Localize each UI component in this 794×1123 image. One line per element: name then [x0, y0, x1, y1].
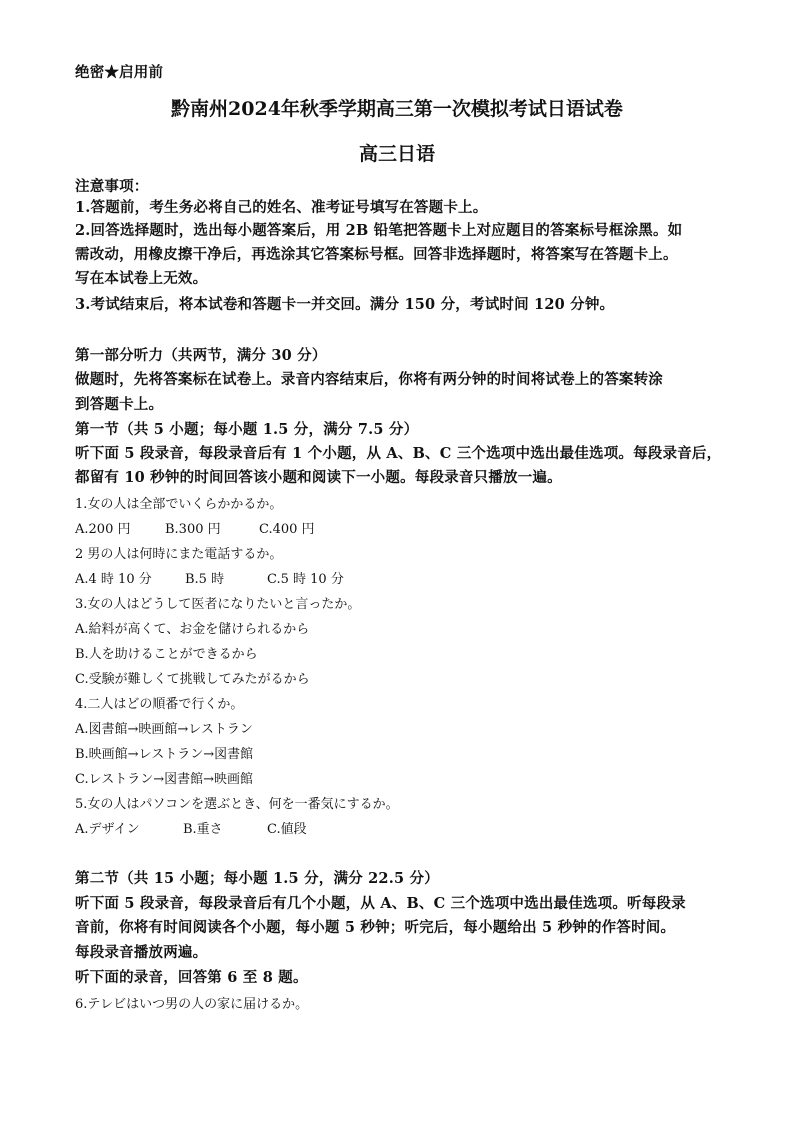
question-2-options	[75, 573, 344, 586]
section1-intro-line-1: 听下面 5 段录音，每段录音后有 1 个小题，从 A、B、C 三个选项中选出最佳选项。每段录音后，	[75, 445, 722, 462]
question-3-option-c: C.受験が難しくて挑戦してみたがるから	[75, 672, 310, 687]
question-4: 4.二人はどの順番で行くか。	[75, 697, 244, 712]
option-a: A.4 時 10 分	[75, 572, 152, 587]
section2-intro-line-3: 每段录音播放两遍。	[75, 944, 208, 961]
question-1: 1.女の人は全部でいくらかかるか。	[75, 497, 283, 512]
section1-intro-line-2: 都留有 10 秒钟的时间回答该小题和阅读下一小题。每段录音只播放一遍。	[75, 469, 562, 486]
question-5: 5.女の人はパソコンを選ぶとき、何を一番気にするか。	[75, 797, 399, 812]
exam-title: 黔南州2024年秋季学期高三第一次模拟考试日语试卷	[171, 98, 623, 120]
notice-item-3: 3.考试结束后，将本试卷和答题卡一并交回。满分 150 分，考试时间 120 分钟。	[75, 296, 615, 313]
part1-heading: 第一部分听力（共两节，满分 30 分）	[75, 347, 327, 364]
part1-intro-line-1: 做题时，先将答案标在试卷上。录音内容结束后，你将有两分钟的时间将试卷上的答案转涂	[75, 371, 663, 388]
section1-heading: 第一节（共 5 小题；每小题 1.5 分，满分 7.5 分）	[75, 421, 419, 438]
notice-item-1: 1.答题前，考生务必将自己的姓名、准考证号填写在答题卡上。	[75, 199, 488, 216]
option-b: B.300 円	[165, 522, 221, 537]
option-c: C.値段	[267, 822, 307, 837]
question-5-options	[75, 823, 307, 836]
section2-intro-line-2: 音前，你将有时间阅读各个小题，每小题 5 秒钟；听完后，每小题给出 5 秒钟的作答时间。	[75, 919, 676, 936]
question-3-option-a: A.給料が高くて、お金を儲けられるから	[75, 622, 310, 637]
notice-item-2-line-3: 写在本试卷上无效。	[75, 270, 208, 287]
section2-instruction: 听下面的录音，回答第 6 至 8 题。	[75, 969, 308, 986]
question-3: 3.女の人はどうして医者になりたいと言ったか。	[75, 597, 361, 612]
question-4-option-b: B.映画館→レストラン→図書館	[75, 747, 254, 762]
section2-heading: 第二节（共 15 小题；每小题 1.5 分，满分 22.5 分）	[75, 870, 439, 887]
part1-intro-line-2: 到答题卡上。	[75, 396, 164, 413]
option-b: B.重さ	[183, 822, 223, 837]
exam-subtitle: 高三日语	[358, 143, 435, 165]
option-c: C.5 時 10 分	[267, 572, 344, 587]
notice-item-2-line-2: 需改动，用橡皮擦干净后，再选涂其它答案标号框。回答非选择题时，将答案写在答题卡上。	[75, 246, 678, 263]
question-2: 2 男の人は何時にまた電話するか。	[75, 547, 283, 562]
question-3-option-b: B.人を助けることができるから	[75, 647, 258, 662]
section2-intro-line-1: 听下面 5 段录音，每段录音后有几个小题，从 A、B、C 三个选项中选出最佳选项。听每段录	[75, 895, 686, 912]
question-4-option-a: A.図書館→映画館→レストラン	[75, 722, 253, 737]
notice-item-2-line-1: 2.回答选择题时，选出每小题答案后，用 2B 铅笔把答题卡上对应题目的答案标号框涂黑。如	[75, 222, 683, 239]
question-4-option-c: C.レストラン→図書館→映画館	[75, 772, 254, 787]
question-1-options	[75, 523, 315, 536]
notice-heading: 注意事项：	[75, 178, 149, 195]
option-a: A.200 円	[75, 522, 131, 537]
question-6: 6.テレビはいつ男の人の家に届けるか。	[75, 997, 309, 1012]
option-c: C.400 円	[259, 522, 315, 537]
option-b: B.5 時	[185, 572, 225, 587]
secret-label: 绝密★启用前	[75, 64, 164, 81]
option-a: A.デザイン	[75, 822, 140, 837]
